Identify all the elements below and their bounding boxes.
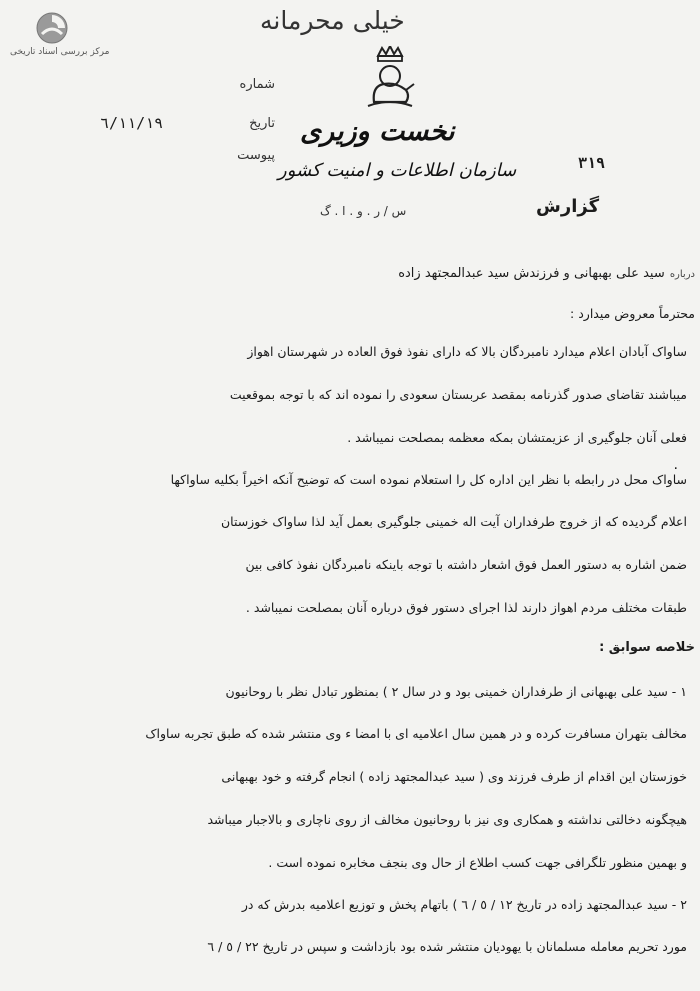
body-line: ضمن اشاره به دستور العمل فوق اشعار داشته با توجه باینکه نامبردگان نفوذ کافی بین	[245, 557, 687, 572]
archive-watermark	[4, 6, 114, 58]
body-line: فعلی آنان جلوگیری از عزیمتشان بمکه معظمه بمصلحت نمیباشد .	[347, 430, 687, 445]
archive-logo-icon	[36, 12, 68, 44]
salutation: محترماً معروض میدارد :	[570, 306, 695, 321]
organization-name: سازمان اطلاعات و امنیت کشور	[278, 160, 517, 181]
archive-org-name: مرکز بررسی اسناد تاریخی	[10, 47, 110, 57]
history-heading: خلاصه سوابق :	[599, 640, 695, 655]
date-label: تاریخ	[249, 116, 275, 131]
history-line: خوزستان این اقدام از طرف فرزند وی ( سید عبدالمجتهد زاده ) انجام گرفته و خود بهبهانی	[221, 769, 687, 784]
history-line: مخالف بتهران مسافرت کرده و در همین سال اعلامیه ای با امضا ء وی منتشر شده که طبق تجربه ساواک	[145, 726, 687, 741]
classification-stamp: خیلی محرمانه	[260, 6, 405, 35]
history-line: ١ - سید علی بهبهانی از طرفداران خمینی بود و در سال ٢ ) بمنظور تبادل نظر با روحانیون	[225, 684, 687, 699]
body-line: میباشند تقاضای صدور گذرنامه بمقصد عربستان سعودی را نموده اند که با توجه بموقعیت	[229, 387, 687, 402]
subject-line	[150, 262, 695, 281]
body-line: ساواک محل در رابطه با نظر این اداره کل را استعلام نموده است که توضیح آنکه اخیراً بکلیه ساواکها	[170, 472, 687, 487]
margin-mark: ٠	[672, 460, 680, 476]
history-line: ٢ - سید عبدالمجتهد زاده در تاریخ ١٢ / ٥ / ٦ ) باتهام پخش و توزیع اعلامیه بدرش که در	[241, 897, 687, 912]
history-line: مورد تحریم معامله مسلمانان با یهودیان منتشر شده بود بازداشت و سپس در تاریخ ٢٢ / ٥ / ٦	[207, 939, 687, 954]
body-line: طبقات مختلف مردم اهواز دارند لذا اجرای دستور فوق درباره آنان بمصلحت نمیباشد .	[245, 600, 687, 615]
document-number: ٣١٩	[578, 154, 606, 172]
report-title: گزارش	[536, 196, 600, 217]
subject-text: سید علی بهبهانی و فرزندش سید عبدالمجتهد زاده	[398, 266, 665, 281]
body-line: ساواک آبادان اعلام میدارد نامبردگان بالا که دارای نفوذ فوق العاده در شهرستان اهواز	[247, 344, 687, 359]
lion-and-sun-crown-emblem-icon	[360, 46, 420, 110]
date-value: ٦/١١/١٩	[100, 114, 164, 132]
office-code: س / ر . و . ا . گ	[320, 204, 407, 218]
body-line: اعلام گردیده که از خروج طرفداران آیت اله خمینی جلوگیری بعمل آید لذا ساواک خوزستان	[220, 514, 687, 529]
number-label: شماره	[239, 77, 275, 92]
subject-label: درباره	[669, 269, 695, 280]
history-line: و بهمین منظور تلگرافی جهت کسب اطلاع از حال وی بنجف مخابره نموده است .	[268, 855, 687, 870]
attachment-label: پیوست	[237, 148, 275, 163]
history-line: هیچگونه دخالتی نداشته و همکاری وی نیز با روحانیون مخالف از روی ناچاری و بالاجبار میباشد	[207, 812, 687, 827]
ministry-title: نخست وزیری	[300, 116, 455, 147]
